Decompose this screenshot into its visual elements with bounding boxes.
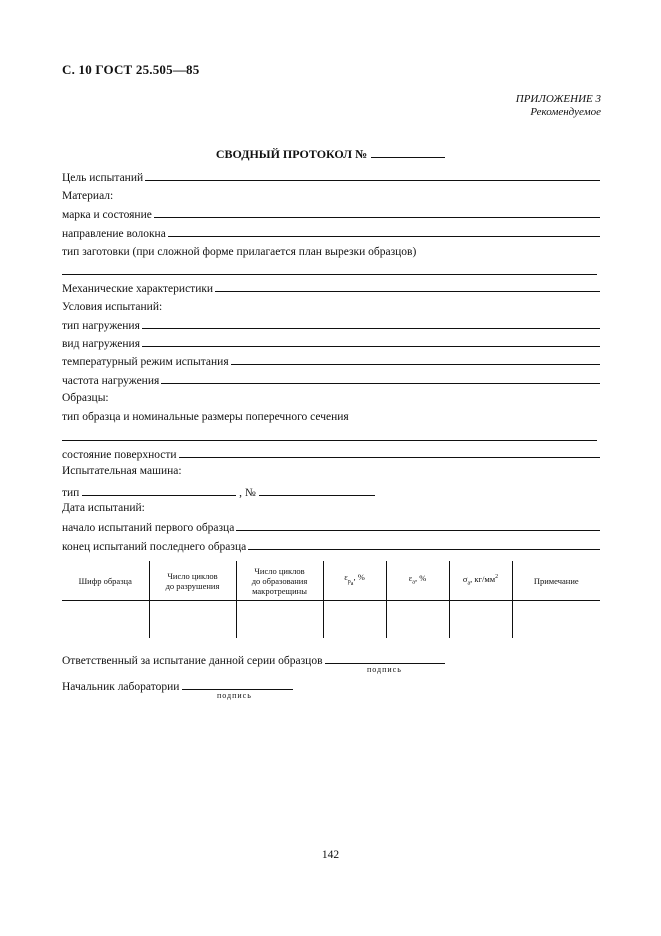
cell-strain-amplitude[interactable]: [386, 601, 449, 639]
appendix-title: ПРИЛОЖЕНИЕ 3: [515, 93, 601, 105]
end-field[interactable]: [248, 548, 600, 550]
machine-type-field[interactable]: [82, 483, 236, 496]
col-stress-amplitude: [449, 561, 512, 601]
col-cycles-crack: [236, 561, 323, 601]
signature-caption-2: подпись: [217, 691, 252, 700]
col-cycles-failure-line1: Число циклов: [167, 570, 218, 581]
responsible-signature-field[interactable]: [325, 651, 445, 664]
start-label: начало испытаний первого образца: [62, 522, 235, 534]
temp-row: [62, 352, 600, 368]
load-kind-field[interactable]: [142, 345, 600, 347]
conditions-heading: Условия испытаний:: [62, 301, 163, 313]
sample-type-label: тип образца и номинальные размеры поперечного сечения: [62, 411, 349, 423]
cell-sample-code[interactable]: [62, 601, 149, 639]
cell-stress-amplitude[interactable]: [449, 601, 512, 639]
machine-row: [62, 483, 375, 499]
mech-row: [62, 279, 600, 295]
col-cycles-crack-line2: до образования: [251, 575, 308, 586]
freq-row: [62, 371, 600, 387]
dates-heading: Дата испытаний:: [62, 502, 145, 514]
machine-no-label: , №: [239, 487, 256, 499]
col-sample-code-text: Шифр образца: [78, 575, 132, 586]
form-title-text: СВОДНЫЙ ПРОТОКОЛ №: [215, 147, 368, 161]
col-strain-amplitude-symbol: ε: [408, 573, 413, 584]
start-row: [62, 518, 600, 534]
cell-note[interactable]: [512, 601, 600, 639]
machine-no-field[interactable]: [259, 483, 375, 496]
surface-label: состояние поверхности: [62, 449, 177, 461]
test-purpose-label: Цель испытаний: [62, 172, 144, 184]
col-note: [512, 561, 600, 601]
head-label: Начальник лаборатории: [62, 681, 180, 693]
appendix-status: Рекомендуемое: [530, 106, 601, 118]
grade-field[interactable]: [154, 216, 600, 218]
page-number: 142: [321, 849, 340, 861]
table-row: [62, 601, 600, 639]
col-plastic-strain-subsub: a: [350, 580, 354, 587]
col-cycles-crack-line3: макротрещины: [252, 585, 307, 596]
load-type-field[interactable]: [142, 327, 600, 329]
col-cycles-failure: [149, 561, 236, 601]
col-strain-amplitude: [386, 561, 449, 601]
test-purpose-row: [62, 168, 600, 184]
appendix-block: [516, 93, 601, 119]
machine-heading: Испытательная машина:: [62, 465, 182, 477]
col-note-text: Примечание: [533, 575, 579, 586]
signature-caption-1: подпись: [367, 665, 402, 674]
form-title: [0, 146, 661, 162]
surface-row: [62, 445, 600, 461]
table-header-row: [62, 561, 600, 601]
col-plastic-strain-sub: p: [347, 578, 351, 585]
col-stress-amplitude-unit: , кг/мм: [470, 574, 496, 585]
col-cycles-crack-line1: Число циклов: [254, 565, 305, 576]
start-field[interactable]: [236, 529, 600, 531]
col-plastic-strain: [323, 561, 386, 601]
col-stress-amplitude-sup: 2: [495, 574, 499, 581]
end-label: конец испытаний последнего образца: [62, 541, 247, 553]
load-type-row: [62, 316, 600, 332]
results-table: [62, 561, 600, 638]
col-plastic-strain-unit: , %: [353, 572, 365, 583]
col-plastic-strain-symbol: ε: [344, 572, 348, 583]
fiber-field[interactable]: [168, 235, 600, 237]
machine-type-label: тип: [62, 487, 80, 499]
cell-cycles-failure[interactable]: [149, 601, 236, 639]
cell-plastic-strain[interactable]: [323, 601, 386, 639]
blank-type-field[interactable]: [62, 274, 597, 275]
load-type-label: тип нагружения: [62, 320, 140, 332]
freq-field[interactable]: [161, 382, 600, 384]
samples-heading: Образцы:: [62, 392, 109, 404]
blank-type-label: тип заготовки (при сложной форме прилагается план вырезки образцов): [62, 246, 417, 258]
col-cycles-failure-line2: до разрушения: [165, 580, 220, 591]
fiber-label: направление волокна: [62, 228, 166, 240]
grade-row: [62, 205, 600, 221]
cell-cycles-crack[interactable]: [236, 601, 323, 639]
load-kind-row: [62, 334, 600, 350]
mech-label: Механические характеристики: [62, 283, 214, 295]
load-kind-label: вид нагружения: [62, 338, 140, 350]
fiber-row: [62, 224, 600, 240]
col-strain-amplitude-unit: , %: [414, 573, 427, 584]
test-purpose-field[interactable]: [145, 179, 600, 181]
col-strain-amplitude-sub: a: [412, 579, 415, 586]
grade-label: марка и состояние: [62, 209, 152, 221]
page-header: С. 10 ГОСТ 25.505—85: [62, 62, 200, 77]
temp-field[interactable]: [231, 363, 600, 365]
protocol-number-field[interactable]: [371, 146, 445, 158]
end-row: [62, 537, 600, 553]
material-heading: Материал:: [62, 190, 114, 202]
temp-label: температурный режим испытания: [62, 356, 229, 368]
sample-type-field[interactable]: [62, 440, 597, 441]
responsible-label: Ответственный за испытание данной серии образцов: [62, 655, 323, 667]
surface-field[interactable]: [179, 456, 600, 458]
freq-label: частота нагружения: [62, 375, 160, 387]
head-row: [62, 677, 293, 693]
col-stress-amplitude-symbol: σ: [462, 574, 468, 585]
mech-field[interactable]: [215, 290, 600, 292]
col-sample-code: [62, 561, 149, 601]
head-signature-field[interactable]: [182, 677, 293, 690]
col-stress-amplitude-sub: a: [467, 580, 471, 587]
